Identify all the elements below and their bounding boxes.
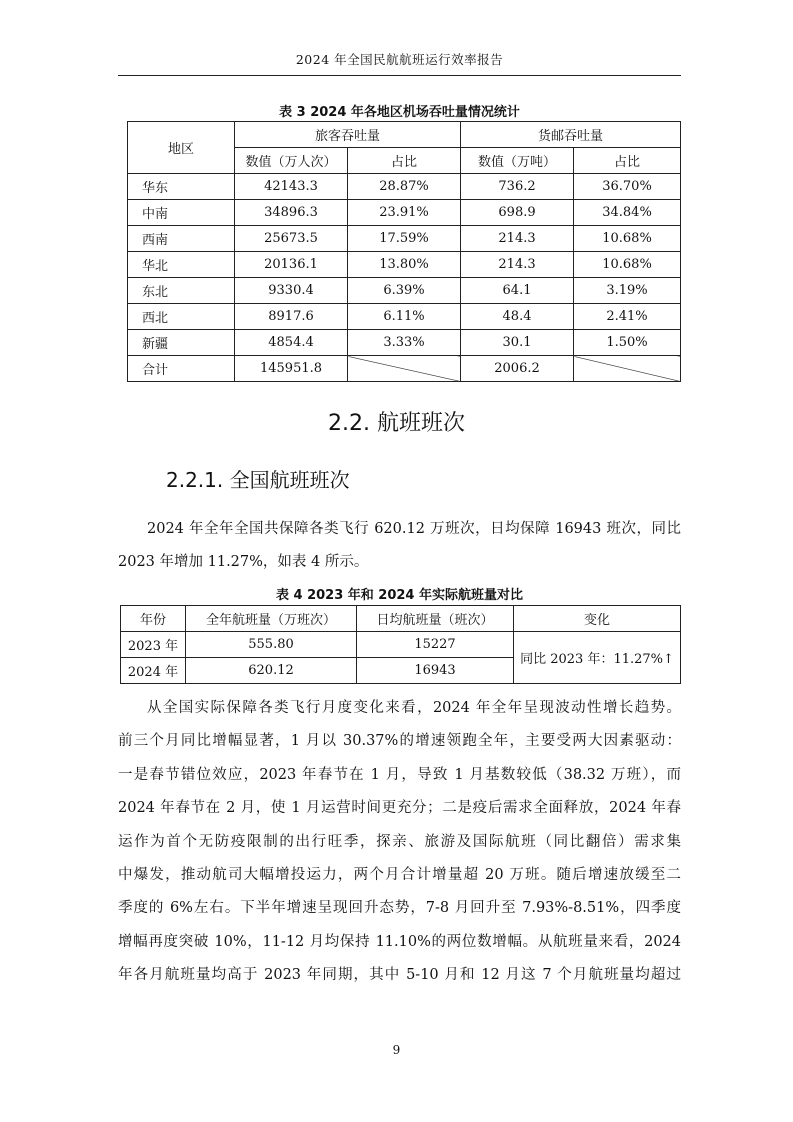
table3-region-cell: 新疆 <box>128 330 235 356</box>
table3-cell: 17.59% <box>348 226 461 252</box>
paragraph-line: 一是春节错位效应，2023 年春节在 1 月，导致 1 月基数较低（38.32 万班），而 <box>118 766 681 783</box>
table3-region-cell: 华北 <box>128 252 235 278</box>
header-rule <box>118 75 681 76</box>
table3-caption: 表 3 2024 年各地区机场吞吐量情况统计 <box>279 105 520 120</box>
table3-region-header: 地区 <box>128 122 235 174</box>
table3-cell: 48.4 <box>461 304 574 330</box>
paragraph-line: 中爆发，推动航司大幅增投运力，两个月合计增量超 20 万班。随后增速放缓至二 <box>118 867 681 884</box>
table3-cell: 736.2 <box>461 174 574 200</box>
table3-row <box>128 278 681 304</box>
paragraph-line: 从全国实际保障各类飞行月度变化来看，2024 年全年呈现波动性增长趋势。 <box>147 700 681 716</box>
table3-subheader: 数值（万吨） <box>461 148 574 174</box>
table3-region-cell: 东北 <box>128 278 235 304</box>
table3-cell: 214.3 <box>461 226 574 252</box>
page-number: 9 <box>392 1043 401 1057</box>
table3-cell: 13.80% <box>348 252 461 278</box>
running-header: 2024 年全国民航航班运行效率报告 <box>295 52 504 67</box>
table3-cell: 合计 <box>128 356 235 382</box>
table3-cell: 34.84% <box>574 200 681 226</box>
table4-caption: 表 4 2023 年和 2024 年实际航班量对比 <box>275 588 524 603</box>
table3-cell: 42143.3 <box>235 174 348 200</box>
table3-cell: 30.1 <box>461 330 574 356</box>
table3-subheader: 占比 <box>348 148 461 174</box>
paragraph-line: 2024 年春节在 2 月，使 1 月运营时间更充分；二是疫后需求全面释放，2024 年春 <box>118 800 681 817</box>
table3-subheader: 数值（万人次） <box>235 148 348 174</box>
table3-passenger-header: 旅客吞吐量 <box>235 122 461 148</box>
paragraph-line: 2023 年增加 11.27%，如表 4 所示。 <box>118 554 369 571</box>
table3-row <box>128 252 681 278</box>
table3-cell: 214.3 <box>461 252 574 278</box>
table3-row <box>128 226 681 252</box>
table3-cell: 8917.6 <box>235 304 348 330</box>
table3-cell: 3.19% <box>574 278 681 304</box>
table3-row <box>128 304 681 330</box>
table3-cell: 6.11% <box>348 304 461 330</box>
table3-cargo-header: 货邮吞吐量 <box>461 122 681 148</box>
table3-subheader: 占比 <box>574 148 681 174</box>
paragraph-line: 2024 年全年全国共保障各类飞行 620.12 万班次，日均保障 16943 班次，同比 <box>147 521 681 537</box>
table3-cell: 36.70% <box>574 174 681 200</box>
table4-cell: 16943 <box>357 658 514 684</box>
table3-cell: 3.33% <box>348 330 461 356</box>
paragraph-line: 增幅再度突破 10%，11-12 月均保持 11.10%的两位数增幅。从航班量来看，2024 <box>118 933 681 950</box>
table4-cell: 2024 年 <box>121 658 186 684</box>
table4-header: 全年航班量（万班次） <box>186 606 357 632</box>
table3-cell: 20136.1 <box>235 252 348 278</box>
table3-region-cell: 西北 <box>128 304 235 330</box>
table4-cell: 2023 年 <box>121 632 186 658</box>
table3-cell: 4854.4 <box>235 330 348 356</box>
table4-change-cell: 同比 2023 年：11.27%↑ <box>514 632 681 684</box>
table3-row <box>128 330 681 356</box>
table4-cell: 620.12 <box>186 658 357 684</box>
table3-cell: 2.41% <box>574 304 681 330</box>
table4 <box>120 605 681 684</box>
table4-row <box>121 632 681 658</box>
table3-cell: 6.39% <box>348 278 461 304</box>
table3-cell: 10.68% <box>574 252 681 278</box>
table3-region-cell: 华东 <box>128 174 235 200</box>
table4-cell: 15227 <box>357 632 514 658</box>
table3-total-row <box>128 356 681 382</box>
table3-cell: 28.87% <box>348 174 461 200</box>
body-paragraph <box>118 692 681 993</box>
table3-row <box>128 174 681 200</box>
table3-cell: 23.91% <box>348 200 461 226</box>
paragraph-line: 季度的 6%左右。下半年增速呈现回升态势，7-8 月回升至 7.93%-8.51%，四季度 <box>118 900 681 917</box>
table3-cell: 25673.5 <box>235 226 348 252</box>
paragraph-line: 前三个月同比增幅显著，1 月以 30.37%的增速领跑全年，主要受两大因素驱动： <box>118 733 681 750</box>
table4-header: 日均航班量（班次） <box>357 606 514 632</box>
table4-cell: 555.80 <box>186 632 357 658</box>
table3-region-cell: 西南 <box>128 226 235 252</box>
table3-cell: 64.1 <box>461 278 574 304</box>
paragraph-line: 年各月航班量均高于 2023 年同期，其中 5-10 月和 12 月这 7 个月航班量均超过 <box>118 967 681 984</box>
table3-region-cell: 中南 <box>128 200 235 226</box>
table3-cell: 9330.4 <box>235 278 348 304</box>
table3-cell: 34896.3 <box>235 200 348 226</box>
table3-cell: 10.68% <box>574 226 681 252</box>
table3-cell: 145951.8 <box>235 356 348 382</box>
table3-cell: 2006.2 <box>461 356 574 382</box>
section-heading-2-2: 2.2. 航班班次 <box>328 411 465 436</box>
table3 <box>127 121 681 382</box>
table4-header: 年份 <box>121 606 186 632</box>
table3-empty-cell <box>348 356 461 382</box>
table3-cell: 1.50% <box>574 330 681 356</box>
table4-header: 变化 <box>514 606 681 632</box>
table3-empty-cell <box>574 356 681 382</box>
table3-row <box>128 200 681 226</box>
table3-cell: 698.9 <box>461 200 574 226</box>
paragraph-line: 运作为首个无防疫限制的出行旺季，探亲、旅游及国际航班（同比翻倍）需求集 <box>118 833 681 850</box>
intro-paragraph <box>118 513 681 580</box>
section-heading-2-2-1: 2.2.1. 全国航班班次 <box>166 468 350 492</box>
